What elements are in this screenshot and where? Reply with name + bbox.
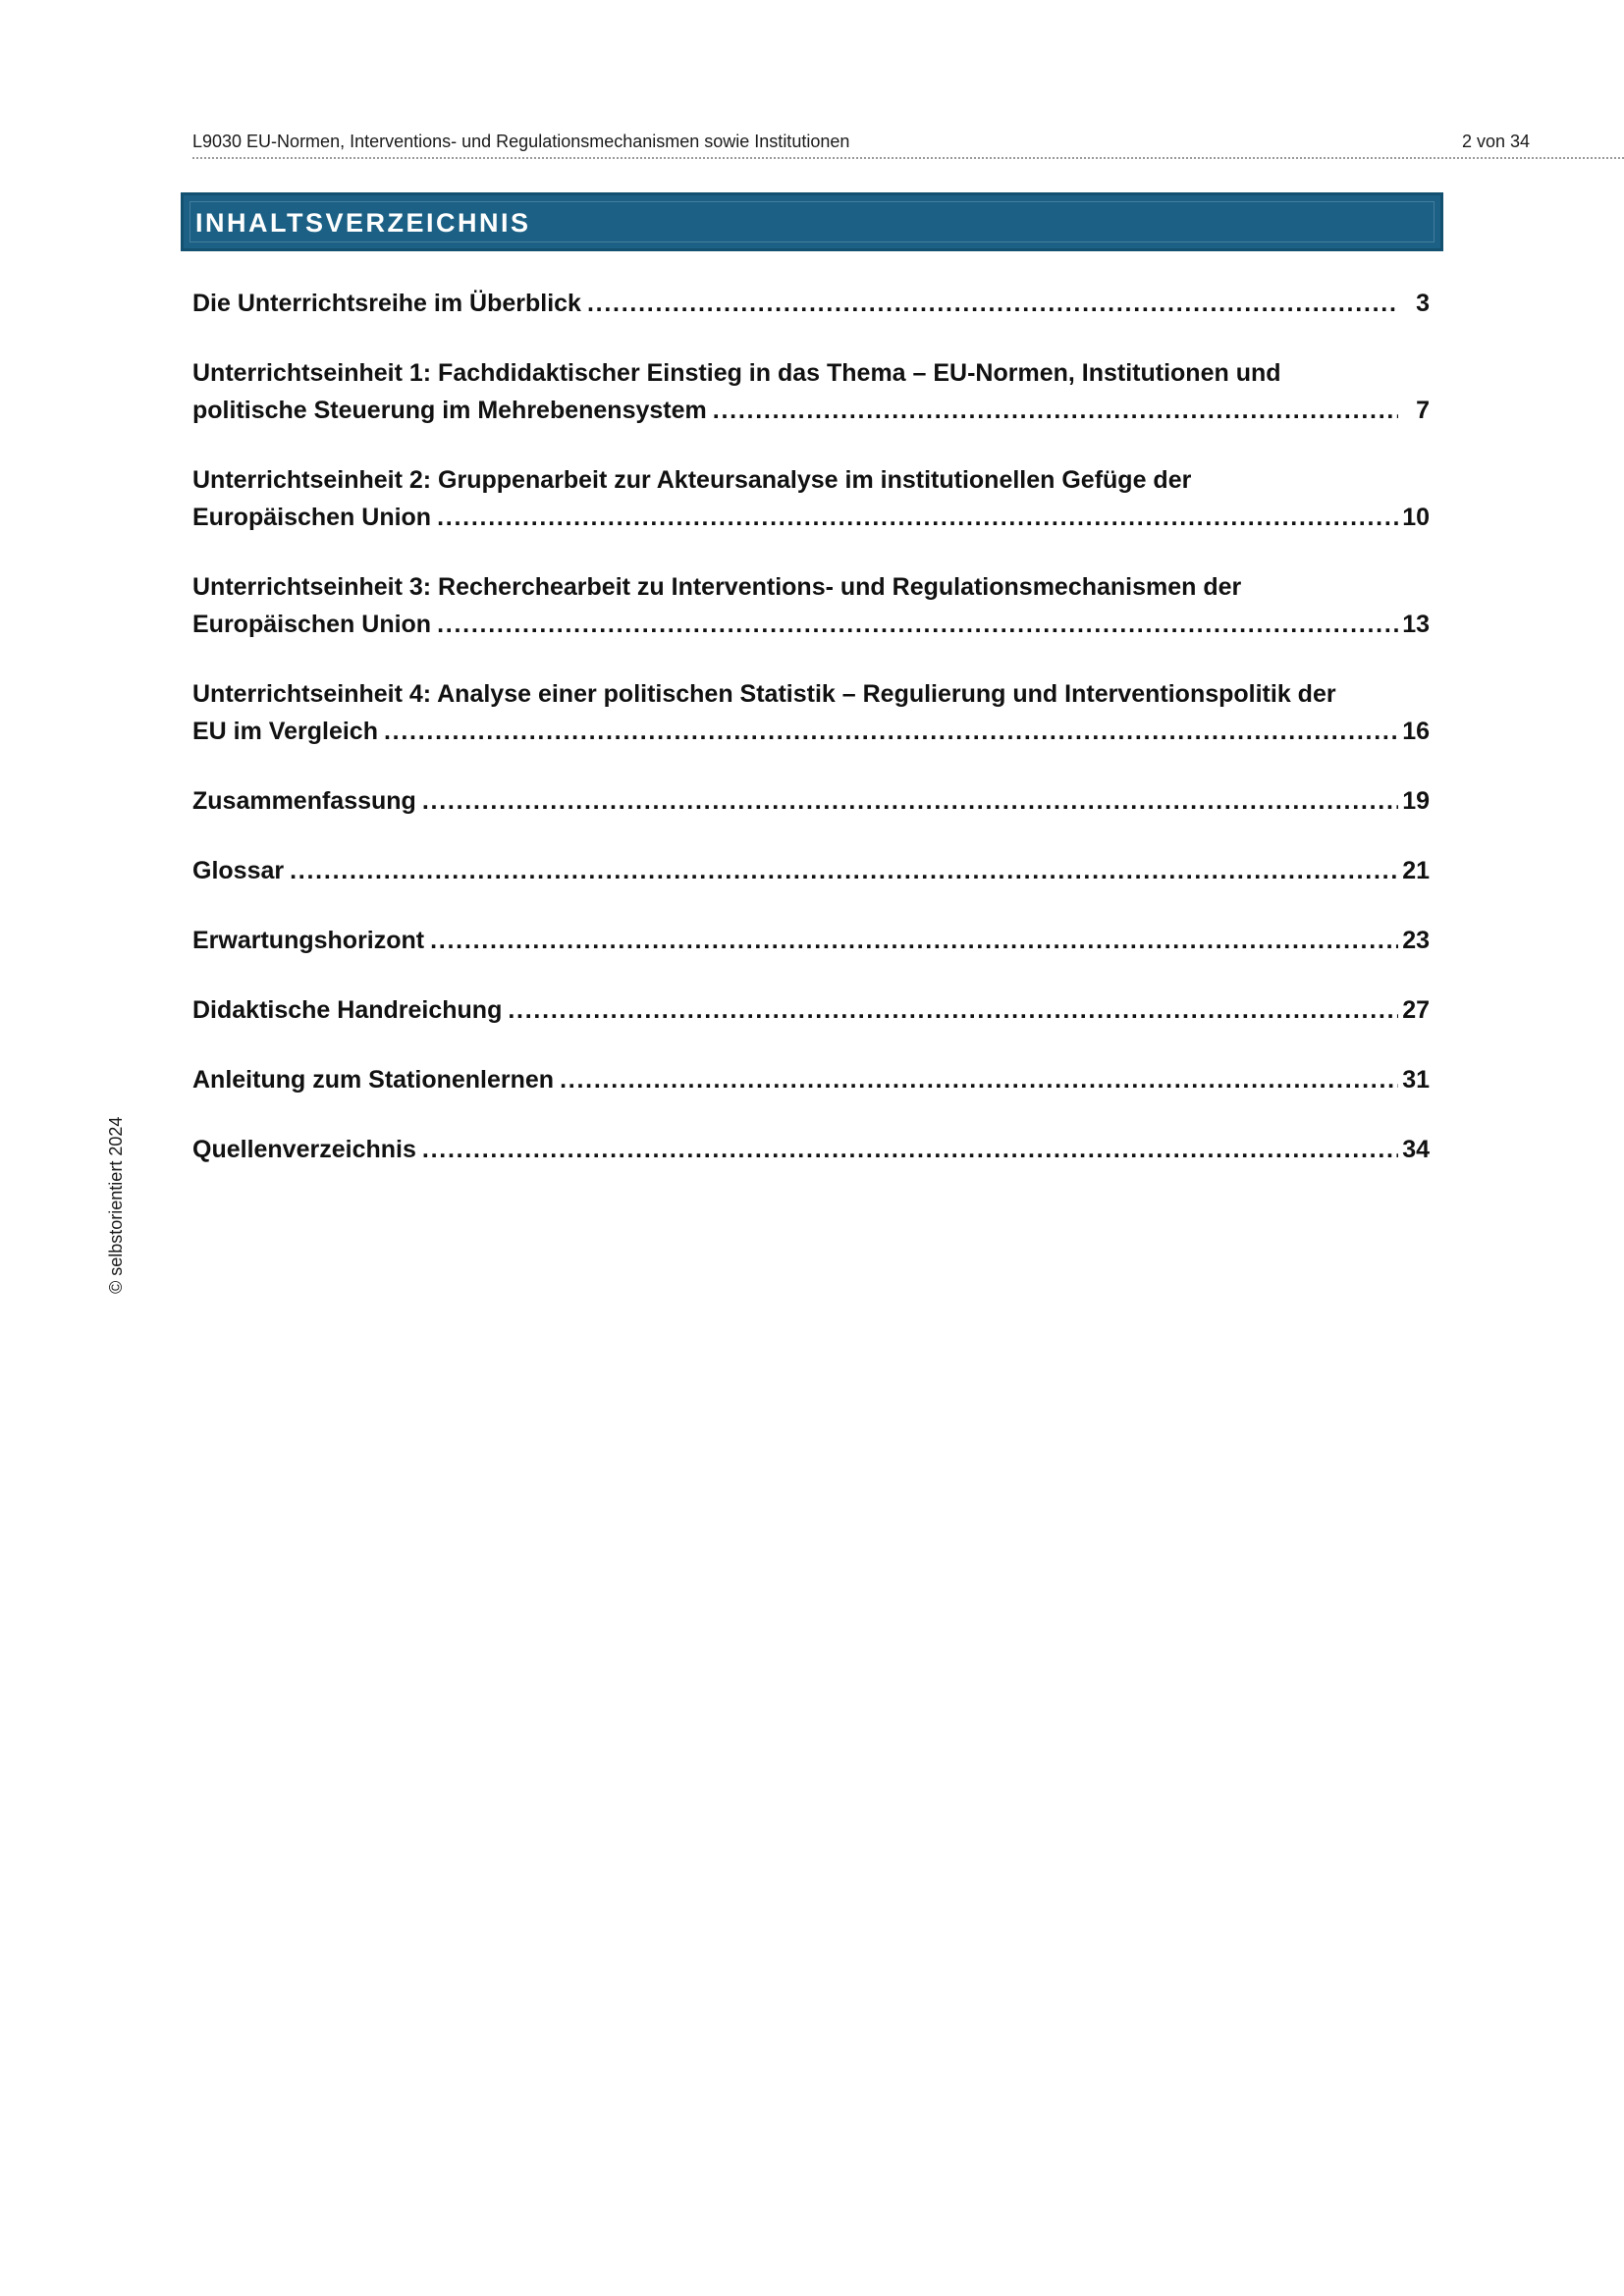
toc-entry-label: Glossar bbox=[192, 857, 285, 884]
document-title: L9030 EU-Normen, Interventions- und Regulationsmechanismen sowie Institutionen bbox=[192, 132, 850, 151]
toc-entry-page: 3 bbox=[1416, 290, 1430, 317]
toc-entry-glossar[interactable] bbox=[192, 852, 1430, 889]
toc-entry-zusammenfassung[interactable] bbox=[192, 782, 1430, 820]
toc-heading-banner bbox=[181, 192, 1443, 251]
toc-leader-dots bbox=[437, 606, 1398, 643]
toc-leader-dots bbox=[713, 392, 1398, 429]
toc-entry-label: Europäischen Union bbox=[192, 611, 432, 638]
page-header bbox=[192, 128, 1624, 159]
toc-leader-dots bbox=[430, 922, 1398, 959]
toc-entry-label: Die Unterrichtsreihe im Überblick bbox=[192, 290, 581, 317]
toc-entry-label: Europäischen Union bbox=[192, 504, 432, 531]
toc-leader-dots bbox=[422, 1131, 1398, 1168]
toc-entry-label: Zusammenfassung bbox=[192, 787, 416, 815]
toc-leader-dots bbox=[587, 285, 1398, 322]
toc-entry-unit-1[interactable] bbox=[192, 354, 1430, 429]
toc-entry-page: 31 bbox=[1402, 1066, 1430, 1094]
toc-entry-quellenverzeichnis[interactable] bbox=[192, 1131, 1430, 1168]
toc-entry-unit-3[interactable] bbox=[192, 568, 1430, 643]
toc-heading: INHALTSVERZEICHNIS bbox=[195, 208, 531, 238]
toc-leader-dots bbox=[290, 852, 1398, 889]
toc-entry-erwartungshorizont[interactable] bbox=[192, 922, 1430, 959]
toc-entry-page: 19 bbox=[1402, 787, 1430, 815]
toc-entry-label-line1: Unterrichtseinheit 4: Analyse einer politischen Statistik – Regulierung und Interventionspolitik der bbox=[192, 680, 1336, 708]
toc-entry-unit-4[interactable] bbox=[192, 675, 1430, 750]
toc-entry-page: 7 bbox=[1416, 397, 1430, 424]
toc-entry-unit-2[interactable] bbox=[192, 461, 1430, 536]
toc-leader-dots bbox=[437, 499, 1398, 536]
copyright-note: © selbstorientiert 2024 bbox=[106, 1116, 126, 1294]
toc-entry-page: 34 bbox=[1402, 1136, 1430, 1163]
toc-entry-stationenlernen[interactable] bbox=[192, 1061, 1430, 1098]
toc-entry-page: 13 bbox=[1402, 611, 1430, 638]
toc-entry-label: Anleitung zum Stationenlernen bbox=[192, 1066, 555, 1094]
toc-entry-label: EU im Vergleich bbox=[192, 718, 378, 745]
toc-entry-label-line1: Unterrichtseinheit 1: Fachdidaktischer Einstieg in das Thema – EU-Normen, Institutionen und bbox=[192, 359, 1281, 387]
toc-entry-page: 23 bbox=[1402, 927, 1430, 954]
toc-leader-dots bbox=[422, 782, 1398, 820]
page-number: 2 von 34 bbox=[1462, 132, 1531, 151]
toc-leader-dots bbox=[508, 991, 1398, 1029]
toc-entry-handreichung[interactable] bbox=[192, 991, 1430, 1029]
toc-entry-label: politische Steuerung im Mehrebenensystem bbox=[192, 397, 707, 424]
toc-entry-label-line1: Unterrichtseinheit 2: Gruppenarbeit zur Akteursanalyse im institutionellen Gefüge der bbox=[192, 466, 1192, 494]
toc-entry-page: 10 bbox=[1402, 504, 1430, 531]
toc-entry-page: 16 bbox=[1402, 718, 1430, 745]
toc-leader-dots bbox=[384, 713, 1398, 750]
toc-entry-label-line1: Unterrichtseinheit 3: Recherchearbeit zu Interventions- und Regulationsmechanismen der bbox=[192, 573, 1242, 601]
toc-entry-page: 27 bbox=[1402, 996, 1430, 1024]
toc-entry-label: Didaktische Handreichung bbox=[192, 996, 503, 1024]
toc-entry-page: 21 bbox=[1402, 857, 1430, 884]
toc-entry-label: Quellenverzeichnis bbox=[192, 1136, 416, 1163]
toc-list bbox=[192, 285, 1430, 1201]
toc-entry-label: Erwartungshorizont bbox=[192, 927, 425, 954]
toc-leader-dots bbox=[560, 1061, 1398, 1098]
toc-entry-ueberblick[interactable] bbox=[192, 285, 1430, 322]
